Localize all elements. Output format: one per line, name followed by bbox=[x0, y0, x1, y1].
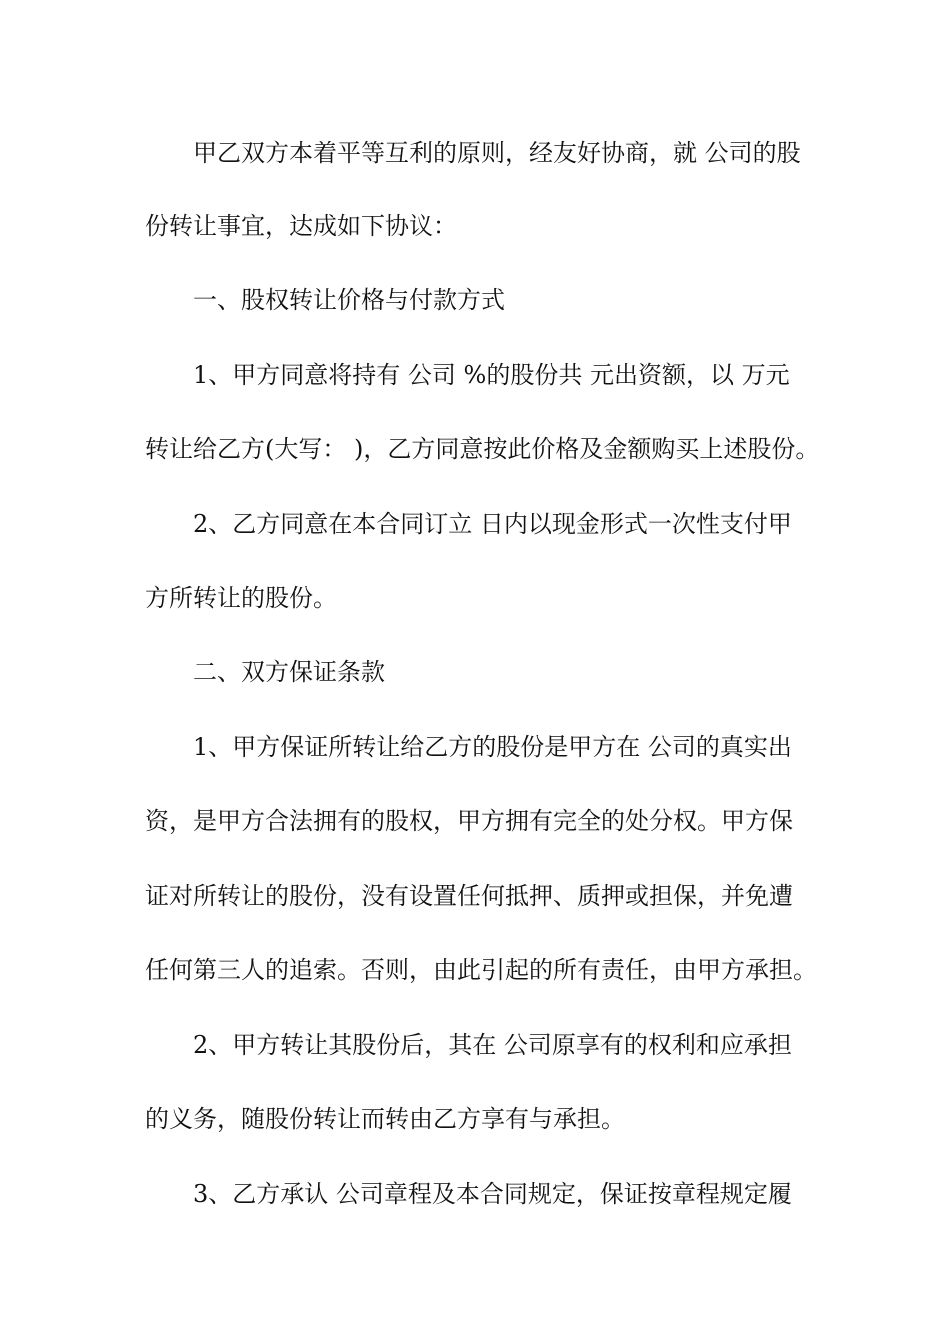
paragraph-line: 2、甲方转让其股份后，其在 公司原享有的权利和应承担 bbox=[193, 1031, 792, 1059]
section-heading: 二、双方保证条款 bbox=[193, 658, 385, 686]
paragraph-line: 的义务，随股份转让而转由乙方享有与承担。 bbox=[145, 1105, 625, 1133]
paragraph-line: 方所转让的股份。 bbox=[145, 584, 337, 612]
paragraph-line: 3、乙方承认 公司章程及本合同规定，保证按章程规定履 bbox=[193, 1180, 792, 1208]
paragraph-line: 1、甲方同意将持有 公司 %的股份共 元出资额，以 万元 bbox=[193, 361, 790, 389]
paragraph-line: 资，是甲方合法拥有的股权，甲方拥有完全的处分权。甲方保 bbox=[145, 807, 793, 835]
paragraph-line: 2、乙方同意在本合同订立 日内以现金形式一次性支付甲 bbox=[193, 510, 792, 538]
paragraph-line: 证对所转让的股份，没有设置任何抵押、质押或担保，并免遭 bbox=[145, 882, 793, 910]
paragraph-line: 甲乙双方本着平等互利的原则，经友好协商，就 公司的股 bbox=[193, 139, 801, 167]
paragraph-line: 份转让事宜，达成如下协议： bbox=[145, 212, 457, 240]
paragraph-line: 任何第三人的追索。否则，由此引起的所有责任，由甲方承担。 bbox=[145, 956, 817, 984]
paragraph-line: 1、甲方保证所转让给乙方的股份是甲方在 公司的真实出 bbox=[193, 733, 792, 761]
paragraph-line: 转让给乙方(大写： )，乙方同意按此价格及金额购买上述股份。 bbox=[145, 435, 820, 463]
section-heading: 一、股权转让价格与付款方式 bbox=[193, 286, 505, 314]
